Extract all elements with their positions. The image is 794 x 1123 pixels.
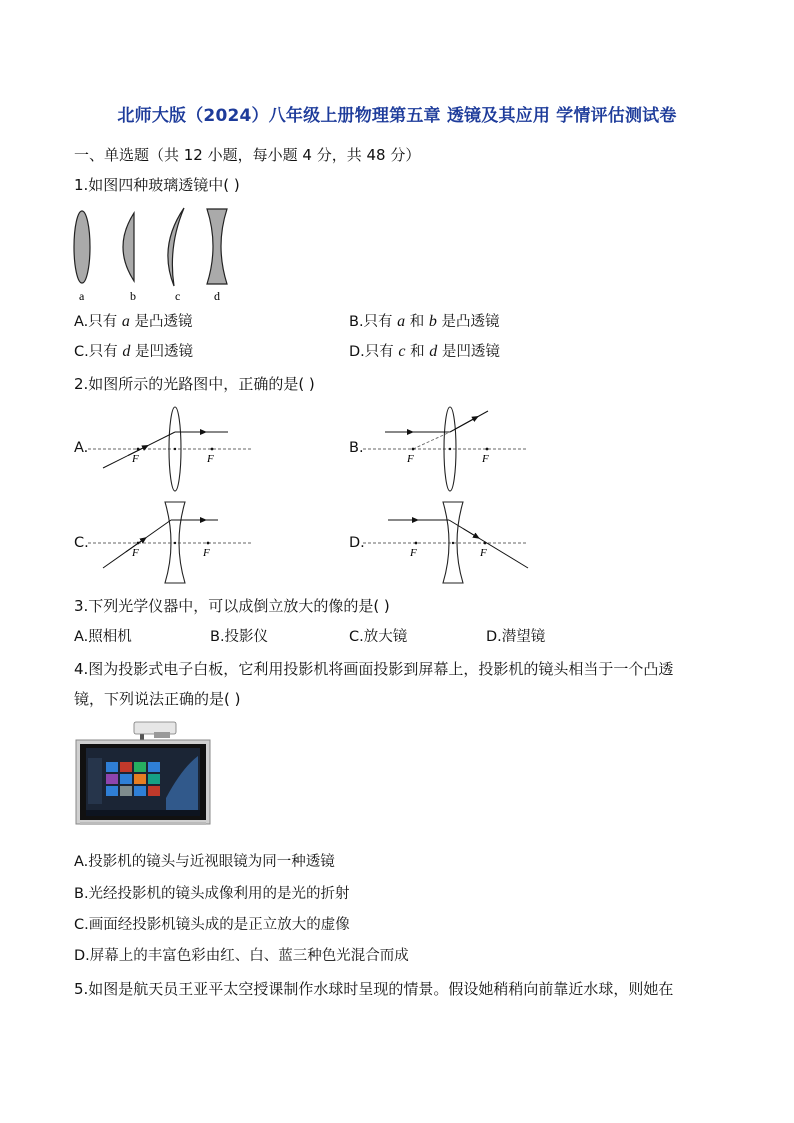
focus-label-left: F (410, 547, 417, 559)
q2-diagram-b (363, 404, 533, 494)
lens-a-biconvex (74, 211, 90, 283)
focus-label-right: F (203, 547, 210, 559)
q1-option-c: C.只有 d 是凹透镜 (74, 343, 193, 360)
q3-option-a: A.照相机 (74, 629, 132, 645)
question-4-stem-line1: 4.图为投影式电子白板，它利用投影机将画面投影到屏幕上，投影机的镜头相当于一个凸透 (74, 660, 674, 678)
question-3-stem: 3.下列光学仪器中，可以成倒立放大的像的是( ) (74, 597, 390, 615)
q2-option-d-label: D. (349, 535, 365, 551)
lens-c-meniscus (168, 208, 184, 286)
focus-label-left: F (407, 453, 414, 465)
q2-diagram-c (88, 498, 258, 588)
focus-label-right: F (482, 453, 489, 465)
lens-label-d: d (214, 289, 220, 303)
lens-b-plano-convex (123, 213, 134, 281)
q1-option-a: A.只有 a 是凸透镜 (74, 313, 193, 330)
lens-label-b: b (130, 289, 136, 303)
q3-option-b: B.投影仪 (210, 629, 269, 645)
q2-diagram-a (88, 404, 258, 494)
q1-lens-figure (62, 204, 242, 304)
lens-label-a: a (79, 289, 85, 303)
lens-label-c: c (175, 289, 181, 303)
lens-d-concave (207, 209, 227, 284)
q3-option-c: C.放大镜 (349, 629, 408, 645)
refracted-ray (449, 520, 528, 568)
question-5-stem-line1: 5.如图是航天员王亚平太空授课制作水球时呈现的情景。假设她稍稍向前靠近水球，则她在 (74, 980, 674, 998)
q2-option-c-label: C. (74, 535, 89, 551)
q2-diagram-d (363, 498, 533, 588)
question-2-stem: 2.如图所示的光路图中，正确的是( ) (74, 375, 315, 393)
q2-option-a-label: A. (74, 440, 89, 456)
q1-option-b: B.只有 a 和 b 是凸透镜 (349, 313, 500, 330)
q3-option-d: D.潜望镜 (486, 629, 546, 645)
q4-option-c: C.画面经投影机镜头成的是正立放大的虚像 (74, 917, 350, 933)
q4-whiteboard-image (74, 718, 214, 830)
q2-option-b-label: B. (349, 440, 364, 456)
focus-label-right: F (207, 453, 214, 465)
focus-label-left: F (132, 547, 139, 559)
question-4-stem-line2: 镜，下列说法正确的是( ) (74, 690, 241, 708)
page-title: 北师大版（2024）八年级上册物理第五章 透镜及其应用 学情评估测试卷 (117, 106, 677, 126)
question-1-stem: 1.如图四种玻璃透镜中( ) (74, 176, 240, 194)
q1-option-d: D.只有 c 和 d 是凹透镜 (349, 343, 500, 360)
q4-option-b: B.光经投影机的镜头成像利用的是光的折射 (74, 886, 350, 902)
q4-option-a: A.投影机的镜头与近视眼镜为同一种透镜 (74, 854, 335, 870)
section-heading: 一、单选题（共 12 小题，每小题 4 分，共 48 分） (74, 146, 421, 164)
focus-label-left: F (132, 453, 139, 465)
q4-option-d: D.屏幕上的丰富色彩由红、白、蓝三种色光混合而成 (74, 948, 409, 964)
focus-label-right: F (480, 547, 487, 559)
